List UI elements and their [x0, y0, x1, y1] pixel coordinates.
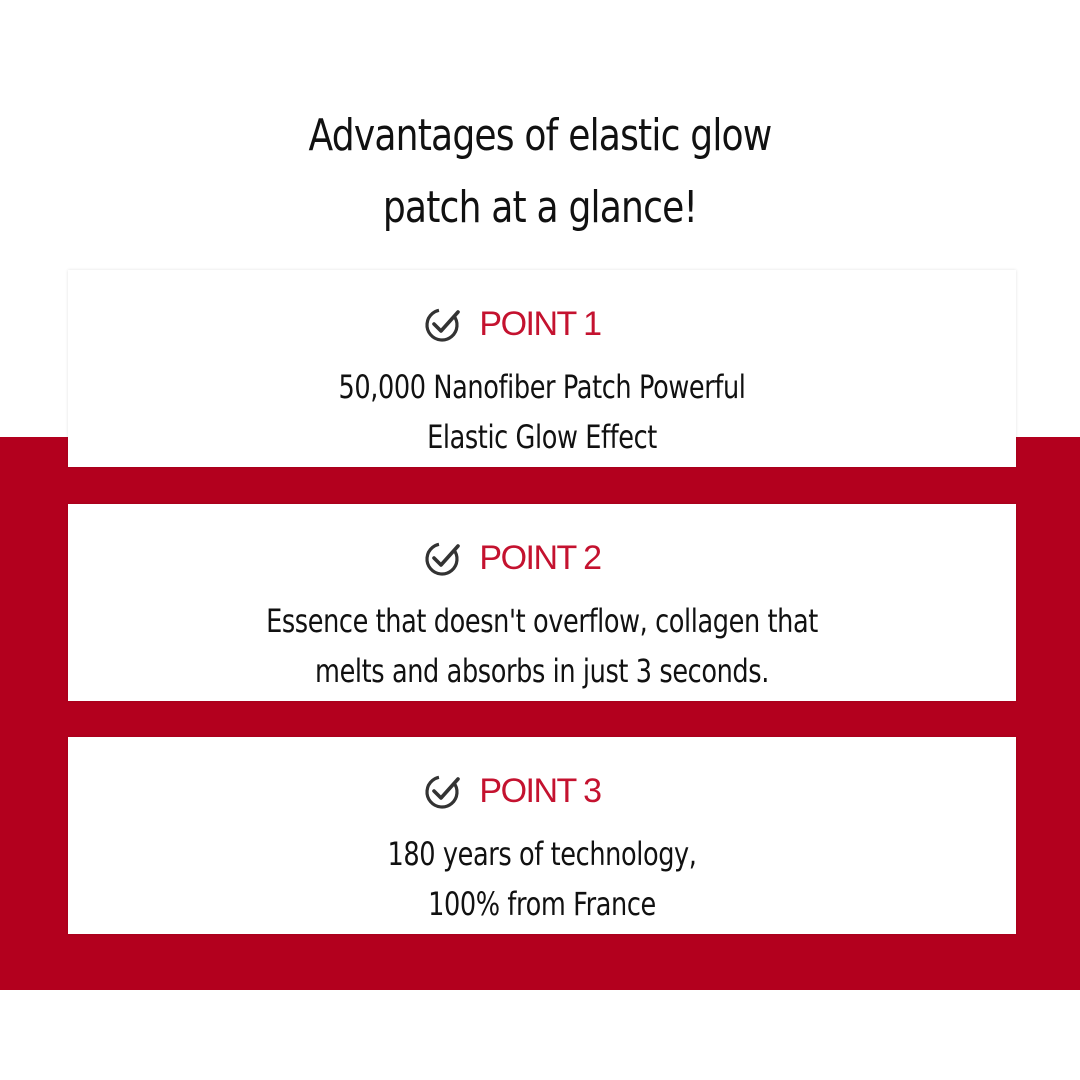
point-description — [163, 829, 921, 929]
point-label: POINT 2 — [479, 539, 601, 577]
point-description-line: 180 years of technology, — [387, 835, 697, 873]
point-description-line: 50,000 Nanofiber Patch Powerful — [338, 368, 746, 406]
point-description — [163, 596, 921, 696]
point-description-line: Elastic Glow Effect — [427, 418, 657, 456]
point-label: POINT 3 — [479, 772, 601, 810]
point-description-line: Essence that doesn't overflow, collagen that — [266, 602, 818, 640]
page-title-line-1: Advantages of elastic glow — [308, 110, 772, 161]
point-description — [163, 362, 921, 462]
check-circle-icon — [423, 538, 463, 578]
point-header-1 — [38, 304, 986, 344]
point-header-3 — [38, 771, 986, 811]
check-circle-icon — [423, 771, 463, 811]
point-card-2 — [68, 504, 1016, 701]
point-label: POINT 1 — [479, 305, 601, 343]
point-description-line: 100% from France — [428, 885, 656, 923]
point-card-1 — [68, 270, 1016, 467]
page-title — [97, 100, 983, 244]
check-circle-icon — [423, 304, 463, 344]
page-title-line-2: patch at a glance! — [382, 182, 698, 233]
point-card-3 — [68, 737, 1016, 934]
point-header-2 — [38, 538, 986, 578]
point-description-line: melts and absorbs in just 3 seconds. — [315, 652, 769, 690]
